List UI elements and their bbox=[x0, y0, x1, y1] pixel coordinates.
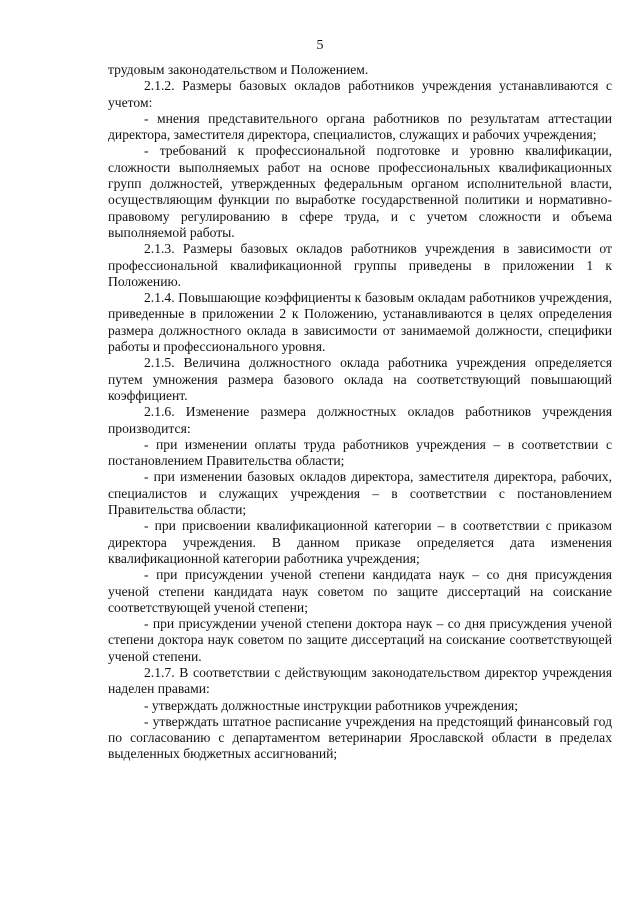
list-item-pay-change: - при изменении оплаты труда работников учреждения – в соответствии с постановлением Правительства области; bbox=[108, 436, 612, 469]
list-item-representative-opinion: - мнения представительного органа работников по результатам аттестации директора, заместителя директора, специалистов, служащих и рабочих учреждения; bbox=[108, 110, 612, 143]
list-item-base-salary-change: - при изменении базовых окладов директора, заместителя директора, рабочих, специалистов и служащих учреждения – в соответствии с постановлением Правительства области; bbox=[108, 469, 612, 518]
paragraph-2-1-7: 2.1.7. В соответствии с действующим законодательством директор учреждения наделен правами: bbox=[108, 664, 612, 697]
list-item-qualification-requirements: - требований к профессиональной подготовке и уровню квалификации, сложности выполняемых работ на основе профессиональных квалификационных групп должностей, утвержденных федеральным органом исполнительной власти, осуществляющим функции по выработке государственной политики и нормативно-правовому регулированию в сфере труда, и с учетом сложности и объема выполняемой работы. bbox=[108, 143, 612, 240]
paragraph-2-1-3: 2.1.3. Размеры базовых окладов работников учреждения в зависимости от профессиональной квалификационной группы приведены в приложении 1 к Положению. bbox=[108, 241, 612, 289]
paragraph-2-1-5: 2.1.5. Величина должностного оклада работника учреждения определяется путем умножения размера базового оклада на соответствующий повышающий коэффициент. bbox=[108, 355, 612, 403]
list-item-qualification-category: - при присвоении квалификационной категории – в соответствии с приказом директора учреждения. В данном приказе определяется дата изменения квалификационной категории работника учреждения; bbox=[108, 518, 612, 566]
paragraph-2-1-2: 2.1.2. Размеры базовых окладов работников учреждения устанавливаются с учетом: bbox=[108, 78, 612, 110]
page-number: 5 bbox=[316, 38, 324, 53]
paragraph-2-1-6: 2.1.6. Изменение размера должностных окладов работников учреждения производится: bbox=[108, 404, 612, 436]
document-body bbox=[108, 62, 612, 763]
list-item-job-instructions: - утверждать должностные инструкции работников учреждения; bbox=[144, 697, 518, 713]
list-item-candidate-degree: - при присуждении ученой степени кандидата наук – со дня присуждения ученой степени кандидата наук советом по защите диссертаций на соискание соответствующей ученой степени; bbox=[108, 567, 612, 615]
list-item-staff-schedule: - утверждать штатное расписание учреждения на предстоящий финансовый год по согласованию с департаментом ветеринарии Ярославской области в пределах выделенных бюджетных ассигнований; bbox=[108, 713, 612, 762]
list-item-doctor-degree: - при присуждении ученой степени доктора наук – со дня присуждения ученой степени доктора наук советом по защите диссертаций на соискание соответствующей ученой степени. bbox=[108, 616, 612, 664]
paragraph-continuation: трудовым законодательством и Положением. bbox=[108, 62, 369, 77]
paragraph-2-1-4: 2.1.4. Повышающие коэффициенты к базовым окладам работников учреждения, приведенные в приложении 2 к Положению, устанавливаются в целях определения размера должностного оклада в зависимости от занимаемой должности, специфики работы и профессионального уровня. bbox=[108, 290, 612, 355]
